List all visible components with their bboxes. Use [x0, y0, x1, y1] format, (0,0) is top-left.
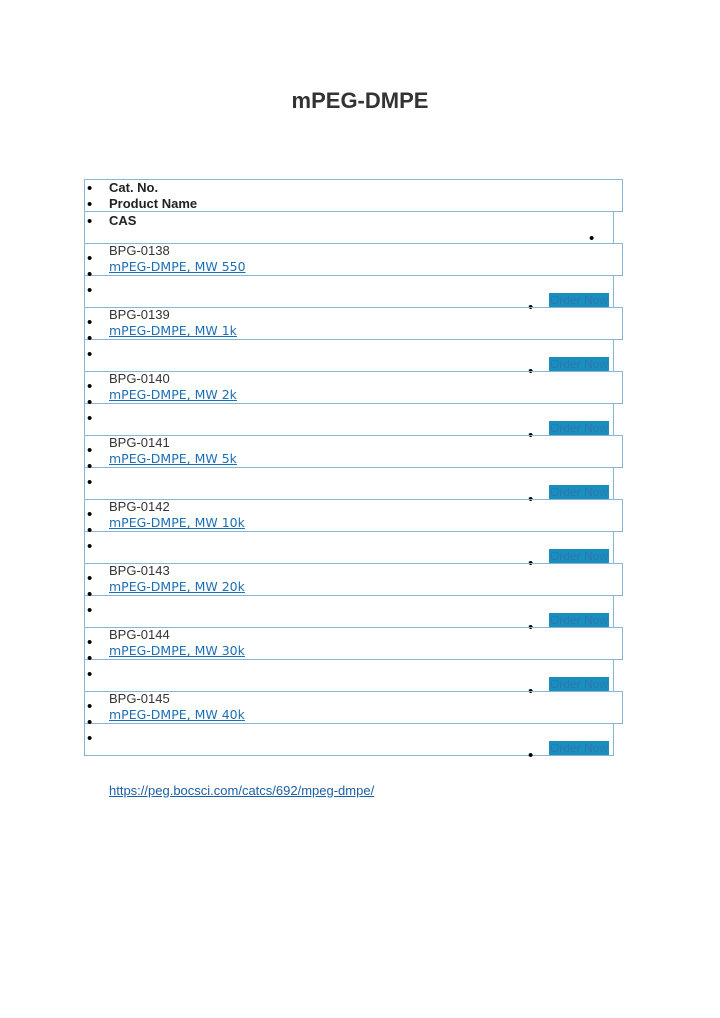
product-bullet-cas: • [87, 730, 93, 747]
product-bullet-cas: • [87, 474, 93, 491]
product-cat-no: BPG-0145 [109, 691, 170, 706]
page-title: mPEG-DMPE [291, 88, 429, 113]
order-now-button[interactable]: Order Now [550, 613, 609, 627]
order-now-button[interactable]: Order Now [550, 677, 609, 691]
product-row-bottom-box [84, 723, 614, 756]
product-row-bottom-box [84, 403, 614, 436]
product-row-bottom-box [84, 659, 614, 692]
product-cat-no: BPG-0141 [109, 435, 170, 450]
product-bullet-cat: • [87, 250, 93, 267]
header-product-name: Product Name [109, 196, 198, 211]
source-url-link[interactable]: https://peg.bocsci.com/catcs/692/mpeg-dmpe/ [109, 783, 375, 798]
order-now-button[interactable]: Order Now [550, 549, 609, 563]
product-cat-no: BPG-0140 [109, 371, 170, 386]
product-bullet-cat: • [87, 570, 93, 587]
order-now-button[interactable]: Order Now [550, 741, 609, 755]
order-now-button[interactable]: Order Now [550, 485, 609, 499]
product-bullet-name: • [87, 714, 93, 731]
header-cas-box [84, 211, 614, 247]
product-bullet-cas: • [87, 602, 93, 619]
product-bullet-cat: • [87, 506, 93, 523]
product-bullet-cas: • [87, 666, 93, 683]
product-bullet-cat: • [87, 314, 93, 331]
product-bullet-name: • [87, 330, 93, 347]
header-bullet-cas: • [87, 213, 93, 230]
product-bullet-order: • [528, 619, 534, 636]
product-row-bottom-box [84, 467, 614, 500]
header-bullet-cat: • [87, 180, 93, 197]
order-now-button[interactable]: Order Now [550, 421, 609, 435]
product-bullet-name: • [87, 394, 93, 411]
product-bullet-order: • [528, 555, 534, 572]
product-name-link[interactable]: mPEG-DMPE, MW 40k [109, 707, 245, 722]
product-cat-no: BPG-0143 [109, 563, 170, 578]
product-bullet-cas: • [87, 282, 93, 299]
product-name-link[interactable]: mPEG-DMPE, MW 30k [109, 643, 245, 658]
header-cas: CAS [109, 213, 137, 228]
product-cat-no: BPG-0142 [109, 499, 170, 514]
product-bullet-cas: • [87, 538, 93, 555]
product-name-link[interactable]: mPEG-DMPE, MW 10k [109, 515, 245, 530]
product-bullet-cat: • [87, 634, 93, 651]
order-now-button[interactable]: Order Now [550, 357, 609, 371]
product-bullet-order: • [528, 747, 534, 764]
product-cat-no: BPG-0138 [109, 243, 170, 258]
product-bullet-order: • [528, 299, 534, 316]
header-bullet-order: • [589, 230, 595, 247]
product-cat-no: BPG-0144 [109, 627, 170, 642]
order-now-button[interactable]: Order Now [550, 293, 609, 307]
product-bullet-cas: • [87, 410, 93, 427]
product-name-link[interactable]: mPEG-DMPE, MW 550 [109, 259, 246, 274]
product-bullet-cat: • [87, 378, 93, 395]
product-bullet-cat: • [87, 442, 93, 459]
product-name-link[interactable]: mPEG-DMPE, MW 2k [109, 387, 237, 402]
product-bullet-cas: • [87, 346, 93, 363]
product-bullet-name: • [87, 522, 93, 539]
product-row-bottom-box [84, 339, 614, 372]
product-name-link[interactable]: mPEG-DMPE, MW 5k [109, 451, 237, 466]
product-bullet-name: • [87, 458, 93, 475]
product-bullet-name: • [87, 266, 93, 283]
product-name-link[interactable]: mPEG-DMPE, MW 20k [109, 579, 245, 594]
header-cat-no: Cat. No. [109, 180, 159, 195]
product-bullet-order: • [528, 427, 534, 444]
product-row-bottom-box [84, 275, 614, 308]
product-bullet-name: • [87, 586, 93, 603]
product-row-bottom-box [84, 595, 614, 628]
product-bullet-order: • [528, 491, 534, 508]
product-bullet-order: • [528, 683, 534, 700]
product-row-bottom-box [84, 531, 614, 564]
product-bullet-order: • [528, 363, 534, 380]
product-cat-no: BPG-0139 [109, 307, 170, 322]
header-bullet-product: • [87, 196, 93, 213]
product-name-link[interactable]: mPEG-DMPE, MW 1k [109, 323, 237, 338]
product-bullet-name: • [87, 650, 93, 667]
product-bullet-cat: • [87, 698, 93, 715]
